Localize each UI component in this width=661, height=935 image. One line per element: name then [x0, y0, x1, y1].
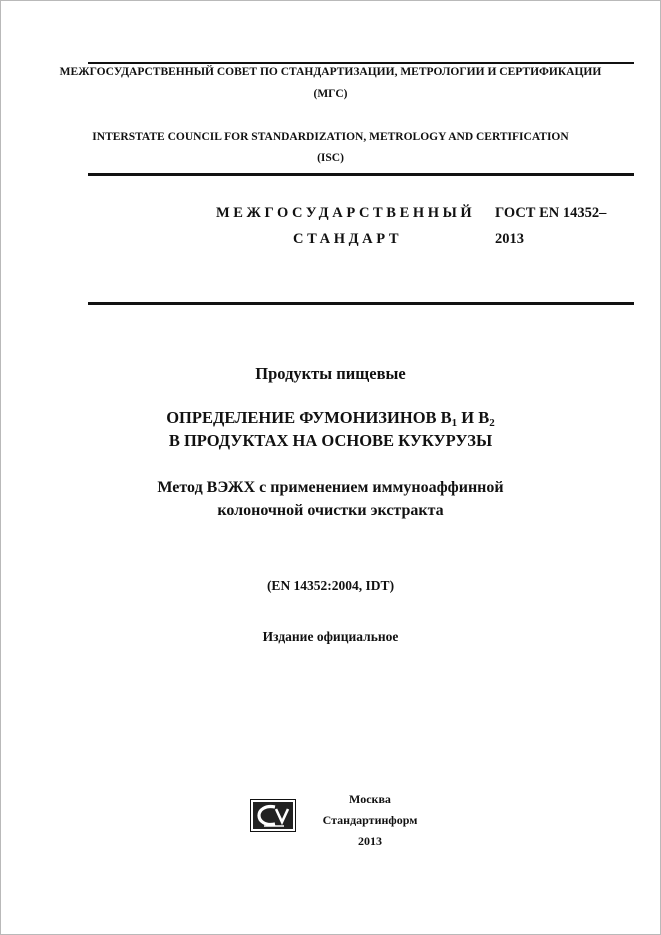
standard-code-line1: ГОСТ EN 14352–: [495, 205, 607, 221]
standard-type-line2: СТАНДАРТ: [293, 231, 403, 247]
category-title: Продукты пищевые: [255, 364, 406, 383]
main-title-line2: В ПРОДУКТАХ НА ОСНОВЕ КУКУРУЗЫ: [168, 431, 493, 450]
main-title-sub1: 1: [451, 417, 458, 429]
council-abbr-ru: (МГС): [313, 88, 348, 100]
edition: Издание официальное: [262, 629, 399, 644]
equivalence: (EN 14352:2004, IDT): [266, 578, 395, 593]
main-title-mid: И В: [457, 408, 490, 427]
standartinform-logo-icon: [250, 799, 296, 832]
main-title-line1: [0, 408, 661, 428]
main-title-sub2: 2: [489, 417, 495, 429]
main-title-prefix: ОПРЕДЕЛЕНИЕ ФУМОНИЗИНОВ В: [166, 408, 452, 427]
council-name-ru: МЕЖГОСУДАРСТВЕННЫЙ СОВЕТ ПО СТАНДАРТИЗАЦИИ, МЕТРОЛОГИИ И СЕРТИФИКАЦИИ: [59, 66, 602, 78]
top-rule: [88, 62, 634, 64]
standard-code-line2: 2013: [495, 231, 524, 247]
standard-type-line1: МЕЖГОСУДАРСТВЕННЫЙ: [216, 205, 476, 221]
publisher-city: Москва: [349, 792, 391, 806]
publisher-name: Стандартинформ: [322, 813, 418, 827]
method-line1: Метод ВЭЖХ с применением иммуноаффинной: [157, 479, 504, 496]
council-abbr-en: (ISC): [317, 152, 344, 164]
header-rule: [88, 302, 634, 305]
method-line2: колоночной очистки экстракта: [217, 502, 444, 519]
publication-year: 2013: [358, 834, 382, 848]
council-name-en: INTERSTATE COUNCIL FOR STANDARDIZATION, METROLOGY AND CERTIFICATION: [92, 131, 569, 143]
council-rule: [88, 173, 634, 176]
